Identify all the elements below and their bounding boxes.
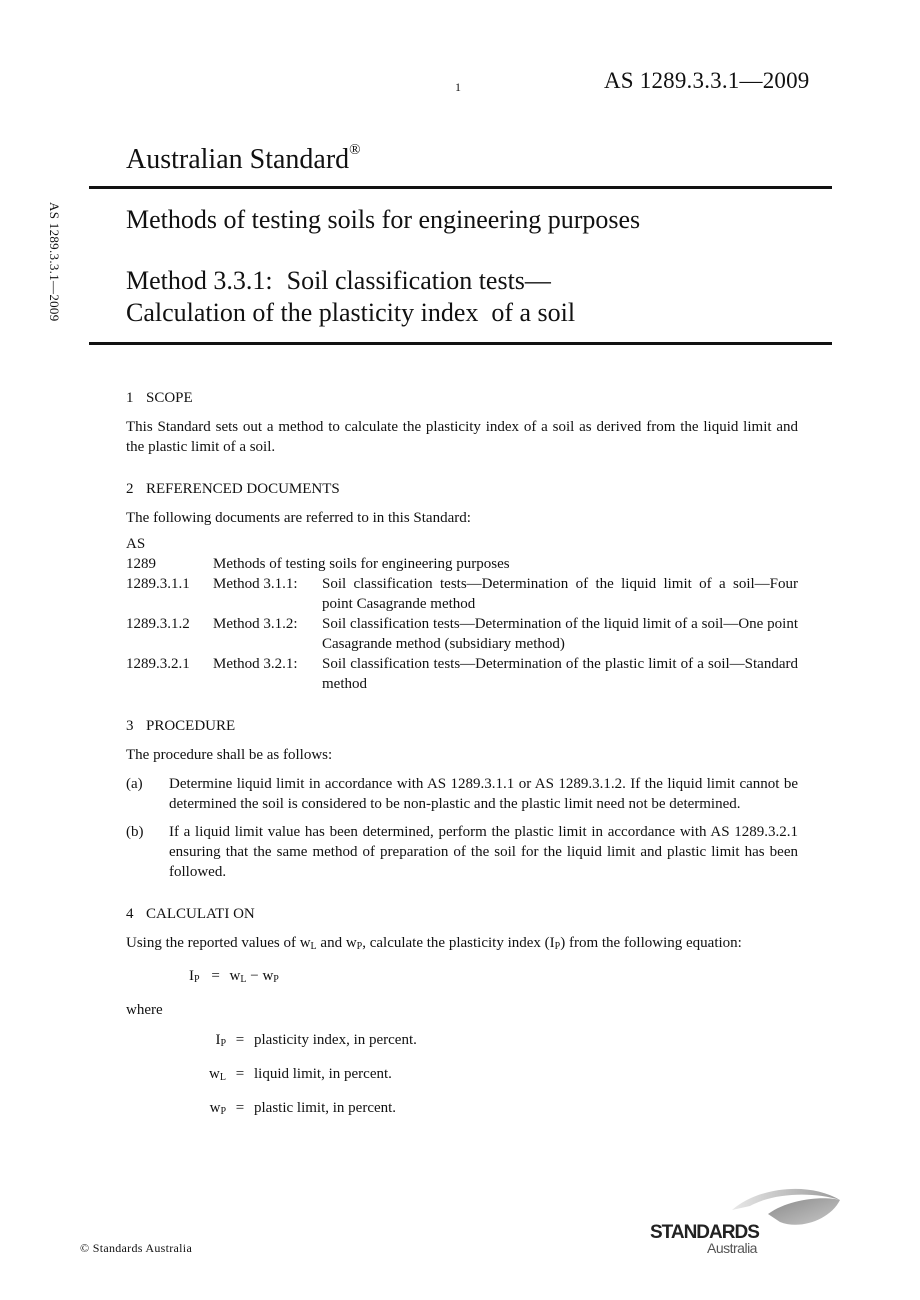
procedure-intro: The procedure shall be as follows: [126,747,333,763]
scope-text: This Standard sets out a method to calculate the plasticity index of a soil as derived from the liquid limit and the plastic limit of a soil. [126,419,798,455]
side-document-id: AS 1289.3.3.1—2009 [47,202,62,322]
reference-title: Soil classification tests—Determination of the liquid limit of a soil—Four point Casagrande method [322,576,798,612]
symbol: w [209,1100,221,1116]
section-heading [126,716,798,736]
reference-item [126,574,798,614]
document-body [126,388,798,1144]
reference-item [126,554,798,574]
equals-sign: = [235,1066,245,1082]
document-id: AS 1289.3.3.1—2009 [604,68,810,93]
intro-text: Using the reported values of w [126,935,311,951]
section-title: PROCEDURE [146,718,236,734]
definition-meaning: plasticity index, in percent. [254,1032,417,1048]
equals-sign: = [235,1100,245,1116]
section-heading [126,479,798,499]
logo-subtext: Australia [707,1240,757,1256]
section-references [126,479,798,694]
references-intro: The following documents are referred to in this Standard: [126,510,471,526]
method-label: Method 3.3.1: [126,266,273,295]
equation-rhs-a [230,966,247,990]
references-prefix: AS [126,536,146,552]
definition-symbol [126,1030,226,1054]
step-text: If a liquid limit value has been determined, perform the plastic limit in accordance with AS 1289.3.2.1 ensuring that the same method of preparation of the soil for the liquid limit and plastic limit has been followed. [169,824,798,880]
procedure-step [126,774,798,814]
intro-text: , calculate the plasticity index (I [362,935,555,951]
section-title: CALCULATI ON [146,906,255,922]
reference-method: Method 3.1.1: [213,576,298,592]
procedure-step [126,822,798,882]
step-text: Determine liquid limit in accordance with AS 1289.3.1.1 or AS 1289.3.1.2. If the liquid limit cannot be determined the soil is considered to be non-plastic and the plastic limit need not be determined. [169,776,798,812]
definition-symbol [126,1098,226,1122]
subscript: P [220,1038,226,1049]
section-heading [126,388,798,408]
reference-code: 1289.3.1.2 [126,616,190,632]
method-title-line1: Soil classification tests— [286,266,551,295]
intro-text: ) from the following equation: [560,935,742,951]
page-number: 1 [455,80,461,94]
reference-method: Method 3.2.1: [213,656,298,672]
symbol: w [262,968,274,984]
method-title [126,265,575,329]
method-title-line2: Calculation of the plasticity index of a soil [126,298,576,327]
reference-title: Methods of testing soils for engineering purposes [213,556,510,572]
subscript: P [194,974,200,985]
step-marker: (b) [126,824,144,840]
equation-rhs-b [262,966,278,990]
references-list [126,534,798,694]
section-number: 3 [126,718,134,734]
equation-lhs [189,966,200,990]
copyright-notice: © Standards Australia [80,1241,193,1255]
reference-code: 1289 [126,556,156,572]
definition-symbol [126,1064,226,1088]
brand-title-text: Australian Standard [126,144,350,175]
intro-text: and w [316,935,357,951]
reference-item [126,654,798,694]
reference-code: 1289.3.2.1 [126,656,190,672]
subscript: P [220,1106,226,1117]
equals-sign: = [235,1032,245,1048]
subscript: L [240,974,247,985]
where-label: where [126,1002,163,1018]
section-number: 2 [126,481,134,497]
definition-row [126,1098,798,1122]
reference-title: Soil classification tests—Determination of the liquid limit of a soil—One point Casagrande method (subsidiary method) [322,616,798,652]
standards-australia-logo [640,1178,850,1268]
equation [189,966,798,990]
section-procedure [126,716,798,882]
minus-sign: − [250,968,259,984]
symbol: I [189,968,194,984]
section-scope [126,388,798,457]
reference-method: Method 3.1.2: [213,616,298,632]
section-heading [126,904,798,924]
reference-title: Soil classification tests—Determination of the plastic limit of a soil—Standard method [322,656,798,692]
subscript: L [219,1072,226,1083]
subscript: P [356,941,363,952]
registered-mark: ® [349,142,361,158]
title-rule-top [89,186,832,189]
subscript: P [273,974,279,985]
symbol: w [229,968,241,984]
symbol: I [215,1032,221,1048]
definition-meaning: liquid limit, in percent. [254,1066,392,1082]
symbol: w [209,1066,220,1082]
section-calculation [126,904,798,1122]
reference-item [126,614,798,654]
definition-row [126,1030,798,1054]
subscript: P [554,941,561,952]
definition-meaning: plastic limit, in percent. [254,1100,397,1116]
series-title: Methods of testing soils for engineering purposes [126,205,641,234]
step-marker: (a) [126,776,143,792]
brand-title [126,142,361,176]
title-rule-bottom [89,342,832,345]
section-title: REFERENCED DOCUMENTS [146,481,340,497]
definition-row [126,1064,798,1088]
calculation-intro [126,933,798,957]
section-title: SCOPE [146,390,193,406]
section-number: 1 [126,390,134,406]
section-number: 4 [126,906,134,922]
equals-sign: = [211,968,220,984]
reference-code: 1289.3.1.1 [126,576,190,592]
subscript: L [310,941,317,952]
logo-wordmark: STANDARDS [650,1222,759,1243]
